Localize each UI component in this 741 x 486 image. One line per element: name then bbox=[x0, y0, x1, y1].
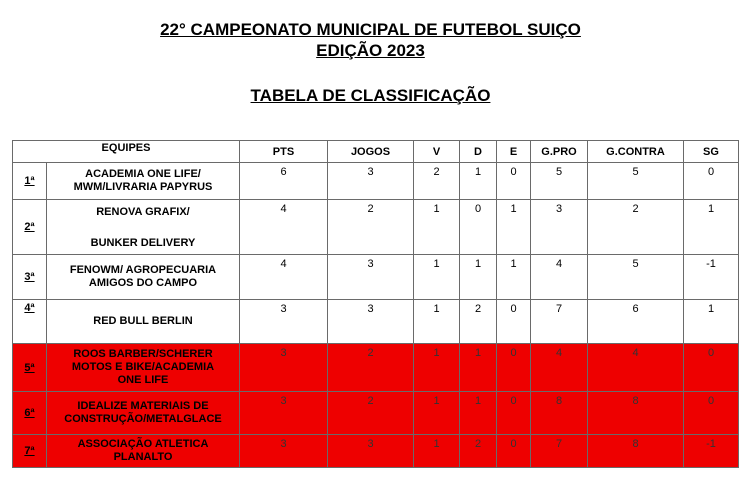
jogos-cell: 2 bbox=[328, 392, 414, 435]
pts-cell: 3 bbox=[240, 392, 328, 435]
team-cell bbox=[47, 435, 240, 468]
team-name-line: CONSTRUÇÃO/METALGLACE bbox=[64, 413, 222, 425]
v-cell: 1 bbox=[414, 200, 460, 255]
sg-cell: -1 bbox=[684, 255, 739, 300]
pts-cell: 3 bbox=[240, 300, 328, 344]
sg-cell: 0 bbox=[684, 163, 739, 200]
gpro-cell: 7 bbox=[531, 300, 588, 344]
team-name-line: RENOVA GRAFIX/ bbox=[96, 206, 190, 218]
jogos-cell: 3 bbox=[328, 300, 414, 344]
team-cell bbox=[47, 344, 240, 392]
team-cell bbox=[47, 163, 240, 200]
e-cell: 0 bbox=[497, 300, 531, 344]
standings-table bbox=[12, 140, 739, 468]
gpro-cell: 8 bbox=[531, 392, 588, 435]
v-cell: 2 bbox=[414, 163, 460, 200]
d-cell: 0 bbox=[460, 200, 497, 255]
gcontra-cell: 4 bbox=[588, 344, 684, 392]
sg-cell: 1 bbox=[684, 200, 739, 255]
gcontra-cell: 6 bbox=[588, 300, 684, 344]
table-row bbox=[13, 163, 739, 200]
col-header-e: E bbox=[497, 141, 531, 163]
title-line-1: 22° CAMPEONATO MUNICIPAL DE FUTEBOL SUIÇO bbox=[160, 20, 581, 39]
gcontra-cell: 8 bbox=[588, 392, 684, 435]
table-row bbox=[13, 392, 739, 435]
e-cell: 1 bbox=[497, 255, 531, 300]
team-name-line: PLANALTO bbox=[113, 451, 173, 463]
gpro-cell: 5 bbox=[531, 163, 588, 200]
position-cell: 2ª bbox=[13, 200, 47, 255]
team-cell bbox=[47, 200, 240, 255]
col-header-pts: PTS bbox=[240, 141, 328, 163]
col-header-d: D bbox=[460, 141, 497, 163]
position-cell: 7ª bbox=[13, 435, 47, 468]
table-row bbox=[13, 200, 739, 255]
gpro-cell: 3 bbox=[531, 200, 588, 255]
e-cell: 0 bbox=[497, 163, 531, 200]
table-row bbox=[13, 435, 739, 468]
d-cell: 2 bbox=[460, 300, 497, 344]
jogos-cell: 3 bbox=[328, 255, 414, 300]
col-header-gcontra: G.CONTRA bbox=[588, 141, 684, 163]
sg-cell: -1 bbox=[684, 435, 739, 468]
v-cell: 1 bbox=[414, 344, 460, 392]
table-row bbox=[13, 300, 739, 344]
d-cell: 1 bbox=[460, 392, 497, 435]
jogos-cell: 2 bbox=[328, 344, 414, 392]
team-cell bbox=[47, 300, 240, 344]
position-cell: 5ª bbox=[13, 344, 47, 392]
d-cell: 1 bbox=[460, 163, 497, 200]
table-subtitle: TABELA DE CLASSIFICAÇÃO bbox=[250, 86, 491, 105]
position-cell: 1ª bbox=[13, 163, 47, 200]
pts-cell: 3 bbox=[240, 435, 328, 468]
header-row bbox=[13, 141, 739, 163]
team-name-line: RED BULL BERLIN bbox=[93, 315, 193, 327]
col-header-v: V bbox=[414, 141, 460, 163]
jogos-cell: 3 bbox=[328, 435, 414, 468]
col-header-sg: SG bbox=[684, 141, 739, 163]
e-cell: 0 bbox=[497, 435, 531, 468]
team-name-line: ROOS BARBER/SCHERER bbox=[73, 348, 213, 360]
title-line-2: EDIÇÃO 2023 bbox=[316, 41, 425, 60]
team-name-line: MWM/LIVRARIA PAPYRUS bbox=[73, 181, 213, 193]
e-cell: 0 bbox=[497, 344, 531, 392]
col-header-jogos: JOGOS bbox=[328, 141, 414, 163]
jogos-cell: 3 bbox=[328, 163, 414, 200]
col-header-equipes: EQUIPES bbox=[13, 141, 240, 163]
table-row bbox=[13, 344, 739, 392]
col-header-gpro: G.PRO bbox=[531, 141, 588, 163]
d-cell: 1 bbox=[460, 255, 497, 300]
d-cell: 1 bbox=[460, 344, 497, 392]
team-name-line: AMIGOS DO CAMPO bbox=[88, 277, 198, 289]
sg-cell: 1 bbox=[684, 300, 739, 344]
v-cell: 1 bbox=[414, 255, 460, 300]
gpro-cell: 4 bbox=[531, 344, 588, 392]
jogos-cell: 2 bbox=[328, 200, 414, 255]
pts-cell: 4 bbox=[240, 200, 328, 255]
gpro-cell: 7 bbox=[531, 435, 588, 468]
v-cell: 1 bbox=[414, 435, 460, 468]
team-name-line: IDEALIZE MATERIAIS DE bbox=[77, 400, 209, 412]
e-cell: 0 bbox=[497, 392, 531, 435]
team-name-line: ONE LIFE bbox=[117, 374, 169, 386]
sg-cell: 0 bbox=[684, 344, 739, 392]
d-cell: 2 bbox=[460, 435, 497, 468]
gcontra-cell: 5 bbox=[588, 163, 684, 200]
pts-cell: 3 bbox=[240, 344, 328, 392]
gcontra-cell: 8 bbox=[588, 435, 684, 468]
team-name-line: BUNKER DELIVERY bbox=[90, 237, 196, 249]
team-cell bbox=[47, 392, 240, 435]
sg-cell: 0 bbox=[684, 392, 739, 435]
v-cell: 1 bbox=[414, 392, 460, 435]
position-cell: 3ª bbox=[13, 255, 47, 300]
gpro-cell: 4 bbox=[531, 255, 588, 300]
team-name-line: ACADEMIA ONE LIFE/ bbox=[85, 168, 201, 180]
e-cell: 1 bbox=[497, 200, 531, 255]
gcontra-cell: 2 bbox=[588, 200, 684, 255]
team-name-line: MOTOS E BIKE/ACADEMIA bbox=[71, 361, 215, 373]
team-name-line: ASSOCIAÇÃO ATLETICA bbox=[77, 438, 209, 450]
team-cell bbox=[47, 255, 240, 300]
team-name-line: FENOWM/ AGROPECUARIA bbox=[69, 264, 217, 276]
gcontra-cell: 5 bbox=[588, 255, 684, 300]
v-cell: 1 bbox=[414, 300, 460, 344]
pts-cell: 6 bbox=[240, 163, 328, 200]
pts-cell: 4 bbox=[240, 255, 328, 300]
position-cell: 6ª bbox=[13, 392, 47, 435]
position-cell: 4ª bbox=[13, 300, 47, 344]
table-row bbox=[13, 255, 739, 300]
